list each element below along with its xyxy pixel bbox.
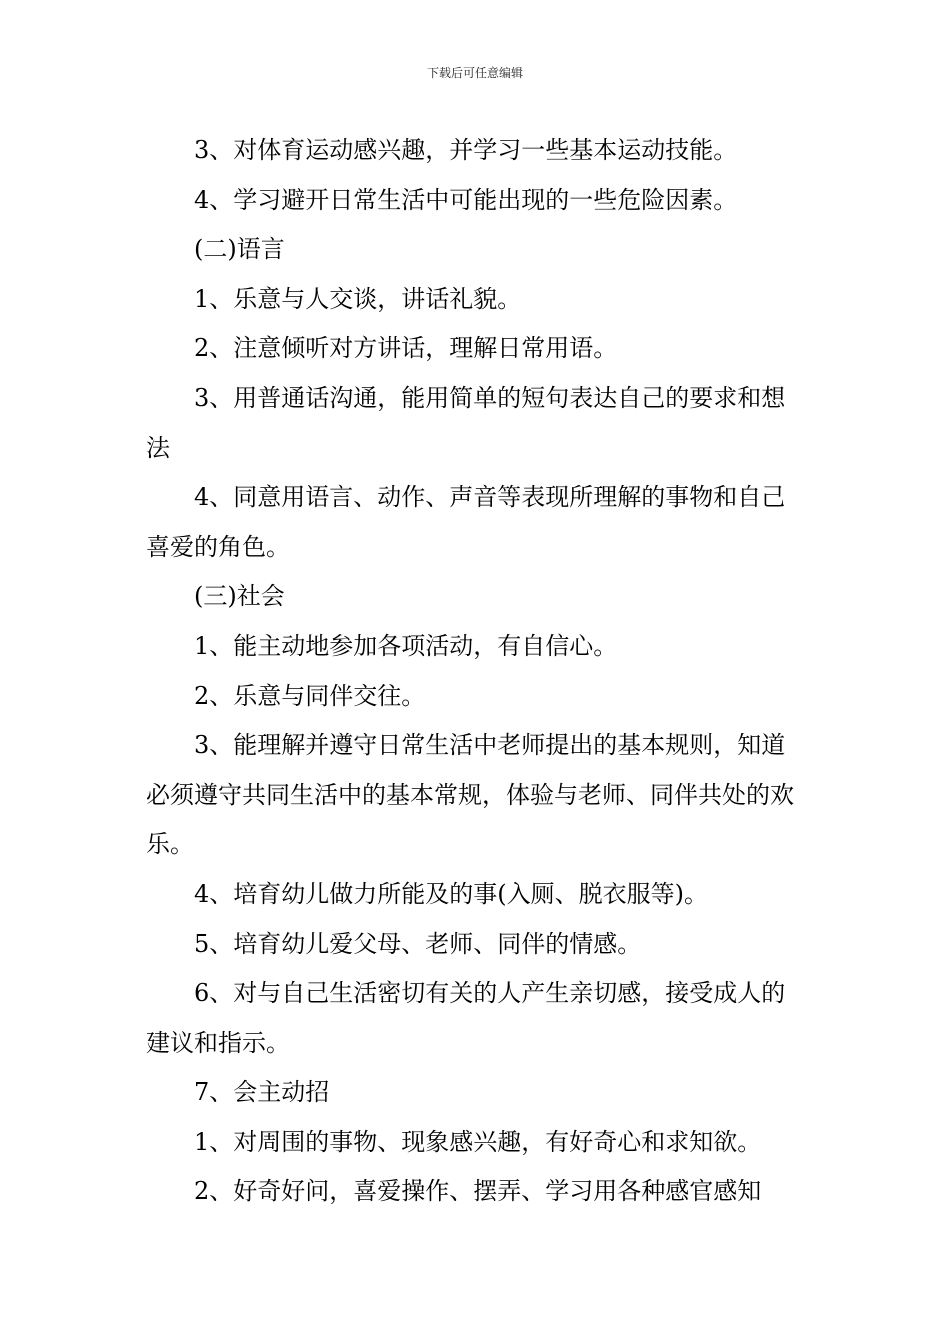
paragraph: 7、会主动招 [194,1078,330,1107]
paragraph: 3、能理解并遵守日常生活中老师提出的基本规则，知道必须遵守共同生活中的基本常规，体验与老师、同伴共处的欢乐。 [146,731,794,859]
paragraph: 4、学习避开日常生活中可能出现的一些危险因素。 [194,185,738,214]
paragraph: 1、对周围的事物、现象感兴趣，有好奇心和求知欲。 [194,1127,762,1156]
paragraph: 1、能主动地参加各项活动，有自信心。 [194,631,618,660]
paragraph: 2、好奇好问，喜爱操作、摆弄、学习用各种感官感知 [194,1177,762,1206]
paragraph: 4、培育幼儿做力所能及的事(入厕、脱衣服等)。 [194,879,708,908]
paragraph: 3、用普通话沟通，能用简单的短句表达自己的要求和想法 [146,383,786,462]
paragraph: 4、同意用语言、动作、声音等表现所理解的事物和自己喜爱的角色。 [146,483,786,561]
paragraph: 2、乐意与同伴交往。 [194,681,426,710]
page-header: 下载后可任意编辑 [426,66,523,80]
paragraph: 6、对与自己生活密切有关的人产生亲切感，接受成人的建议和指示。 [146,979,786,1057]
paragraph: 5、培育幼儿爱父母、老师、同伴的情感。 [194,929,642,958]
paragraph: 3、对体育运动感兴趣，并学习一些基本运动技能。 [194,136,738,164]
section-heading: (二)语言 [194,235,285,264]
paragraph: 1、乐意与人交谈，讲话礼貌。 [194,284,522,313]
section-heading: (三)社会 [194,582,285,611]
paragraph: 2、注意倾听对方讲话，理解日常用语。 [194,334,618,363]
document-body [146,126,808,1217]
